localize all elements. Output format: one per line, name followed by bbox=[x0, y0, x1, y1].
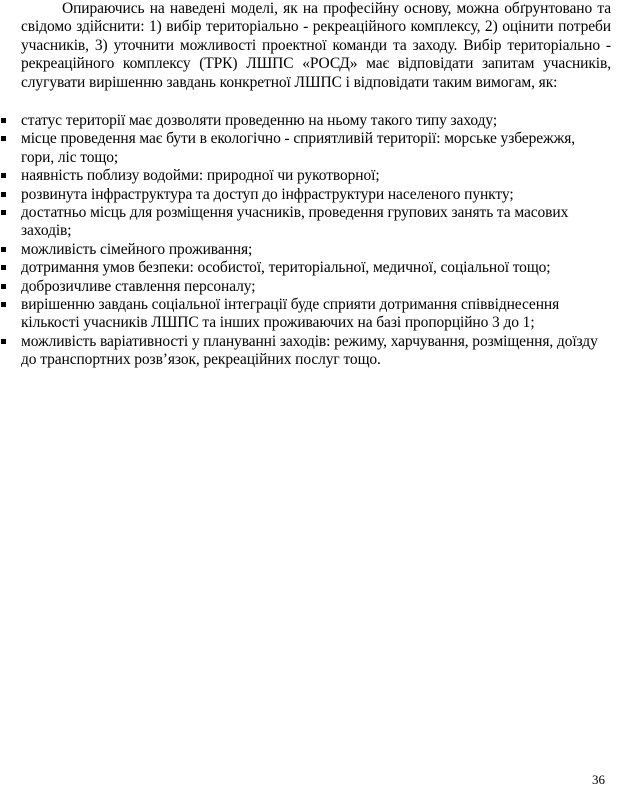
list-item-text: вирішенню завдань соціальної інтеграції буде сприяти дотримання співвіднесення кількості учасників ЛШПС та інших проживаючих на базі пропорційно 3 до 1; bbox=[21, 296, 560, 332]
intro-paragraph: Опираючись на наведені моделі, як на професійну основу, можна обґрунтовано та свідомо здійснити: 1) вибір територіально - рекреаційного комплексу, 2) оцінити потреби учасників, 3) уточнити можливості проектної команди та заходу. Вибір територіально - рекреаційного комплексу (ТРК) ЛШПС «РОСД» має відповідати запитам учасників, слугувати вирішенню завдань конкретної ЛШПС і відповідати таким вимогам, як: bbox=[21, 0, 611, 91]
list-item-text: доброзичливе ставлення персоналу; bbox=[21, 277, 256, 295]
list-item-text: можливість сімейного проживання; bbox=[21, 240, 253, 258]
list-item-text: дотримання умов безпеки: особистої, територіальної, медичної, соціальної тощо; bbox=[21, 259, 551, 277]
list-item-text: місце проведення має бути в екологічно - сприятливій території: морське узбережжя, гори, ліс тощо; bbox=[21, 130, 576, 166]
list-item bbox=[0, 167, 611, 185]
requirements-list bbox=[0, 112, 620, 370]
square-bullet-icon bbox=[1, 247, 6, 252]
square-bullet-icon bbox=[1, 192, 6, 197]
list-item-text: достатньо місць для розміщення учасників, проведення групових занять та масових заходів; bbox=[21, 204, 569, 240]
list-item bbox=[0, 112, 611, 130]
list-item-text: можливість варіативності у плануванні заходів: режиму, харчування, розміщення, доїзду до транспортних розв’язок, рекреаційних послуг тощо. bbox=[21, 332, 598, 369]
list-item bbox=[0, 241, 611, 259]
list-item bbox=[0, 130, 611, 167]
square-bullet-icon bbox=[1, 302, 6, 307]
list-item-text: розвинута інфраструктура та доступ до інфраструктури населеного пункту; bbox=[21, 185, 514, 203]
square-bullet-icon bbox=[1, 210, 6, 215]
square-bullet-icon bbox=[1, 118, 6, 123]
square-bullet-icon bbox=[1, 173, 6, 178]
list-item bbox=[0, 204, 611, 241]
list-item bbox=[0, 296, 611, 333]
list-item bbox=[0, 278, 611, 296]
list-item bbox=[0, 333, 611, 370]
square-bullet-icon bbox=[1, 265, 6, 270]
page-number: 36 bbox=[592, 772, 605, 787]
square-bullet-icon bbox=[1, 339, 6, 344]
list-item bbox=[0, 186, 611, 204]
square-bullet-icon bbox=[1, 136, 6, 141]
list-item-text: наявність поблизу водойми: природної чи рукотворної; bbox=[21, 167, 380, 185]
list-item-text: статус території має дозволяти проведенню на ньому такого типу заходу; bbox=[21, 112, 498, 129]
square-bullet-icon bbox=[1, 284, 6, 289]
list-item bbox=[0, 259, 611, 277]
